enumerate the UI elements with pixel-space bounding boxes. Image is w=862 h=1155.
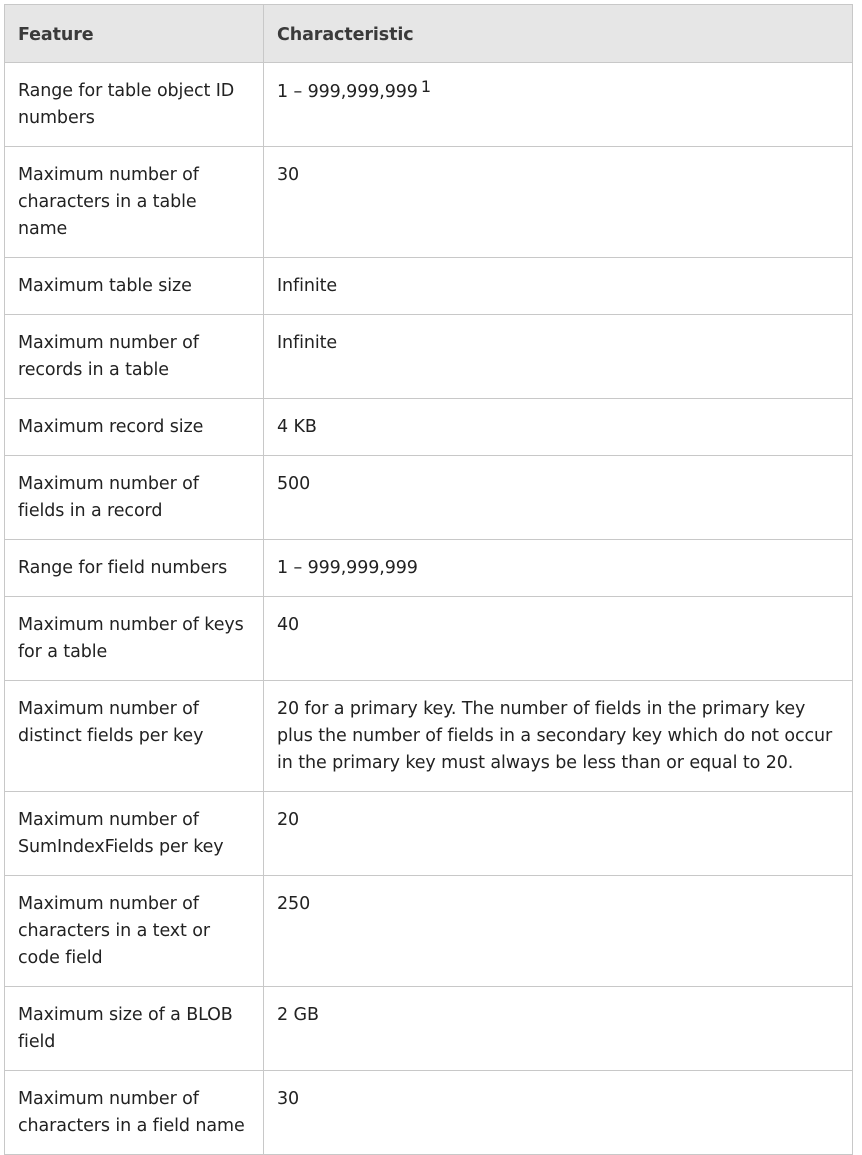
- feature-cell: Maximum number of keys for a table: [5, 597, 264, 681]
- table-row: [5, 876, 853, 987]
- characteristic-cell: 500: [264, 456, 853, 540]
- characteristic-cell: 1 – 999,999,999: [264, 540, 853, 597]
- feature-cell: Maximum size of a BLOB field: [5, 987, 264, 1071]
- header-characteristic: Characteristic: [264, 5, 853, 63]
- feature-cell: Maximum number of distinct fields per key: [5, 681, 264, 792]
- characteristic-cell: 2 GB: [264, 987, 853, 1071]
- characteristic-cell: 30: [264, 1071, 853, 1155]
- table-row: [5, 147, 853, 258]
- characteristic-cell: [264, 63, 853, 147]
- feature-cell: Range for field numbers: [5, 540, 264, 597]
- table-row: [5, 597, 853, 681]
- limits-table-container: [4, 4, 852, 1155]
- feature-cell: Range for table object ID numbers: [5, 63, 264, 147]
- footnote-marker[interactable]: 1: [420, 77, 431, 96]
- table-row: [5, 399, 853, 456]
- limits-table: [4, 4, 853, 1155]
- characteristic-cell: 20: [264, 792, 853, 876]
- table-row: [5, 456, 853, 540]
- feature-cell: Maximum number of SumIndexFields per key: [5, 792, 264, 876]
- characteristic-value: 1 – 999,999,999: [277, 82, 418, 102]
- table-row: [5, 681, 853, 792]
- characteristic-cell: Infinite: [264, 315, 853, 399]
- feature-cell: Maximum number of characters in a field name: [5, 1071, 264, 1155]
- feature-cell: Maximum number of characters in a text or code field: [5, 876, 264, 987]
- table-row: [5, 258, 853, 315]
- table-row: [5, 792, 853, 876]
- feature-cell: Maximum number of fields in a record: [5, 456, 264, 540]
- feature-cell: Maximum record size: [5, 399, 264, 456]
- feature-cell: Maximum number of characters in a table name: [5, 147, 264, 258]
- characteristic-cell: 20 for a primary key. The number of fields in the primary key plus the number of fields in a secondary key which do not occur in the primary key must always be less than or equal to 20.: [264, 681, 853, 792]
- header-feature: Feature: [5, 5, 264, 63]
- characteristic-cell: 4 KB: [264, 399, 853, 456]
- table-row: [5, 540, 853, 597]
- characteristic-cell: 40: [264, 597, 853, 681]
- table-row: [5, 315, 853, 399]
- table-header-row: [5, 5, 853, 63]
- table-row: [5, 987, 853, 1071]
- feature-cell: Maximum number of records in a table: [5, 315, 264, 399]
- characteristic-cell: 250: [264, 876, 853, 987]
- table-row: [5, 63, 853, 147]
- feature-cell: Maximum table size: [5, 258, 264, 315]
- characteristic-cell: 30: [264, 147, 853, 258]
- characteristic-cell: Infinite: [264, 258, 853, 315]
- table-row: [5, 1071, 853, 1155]
